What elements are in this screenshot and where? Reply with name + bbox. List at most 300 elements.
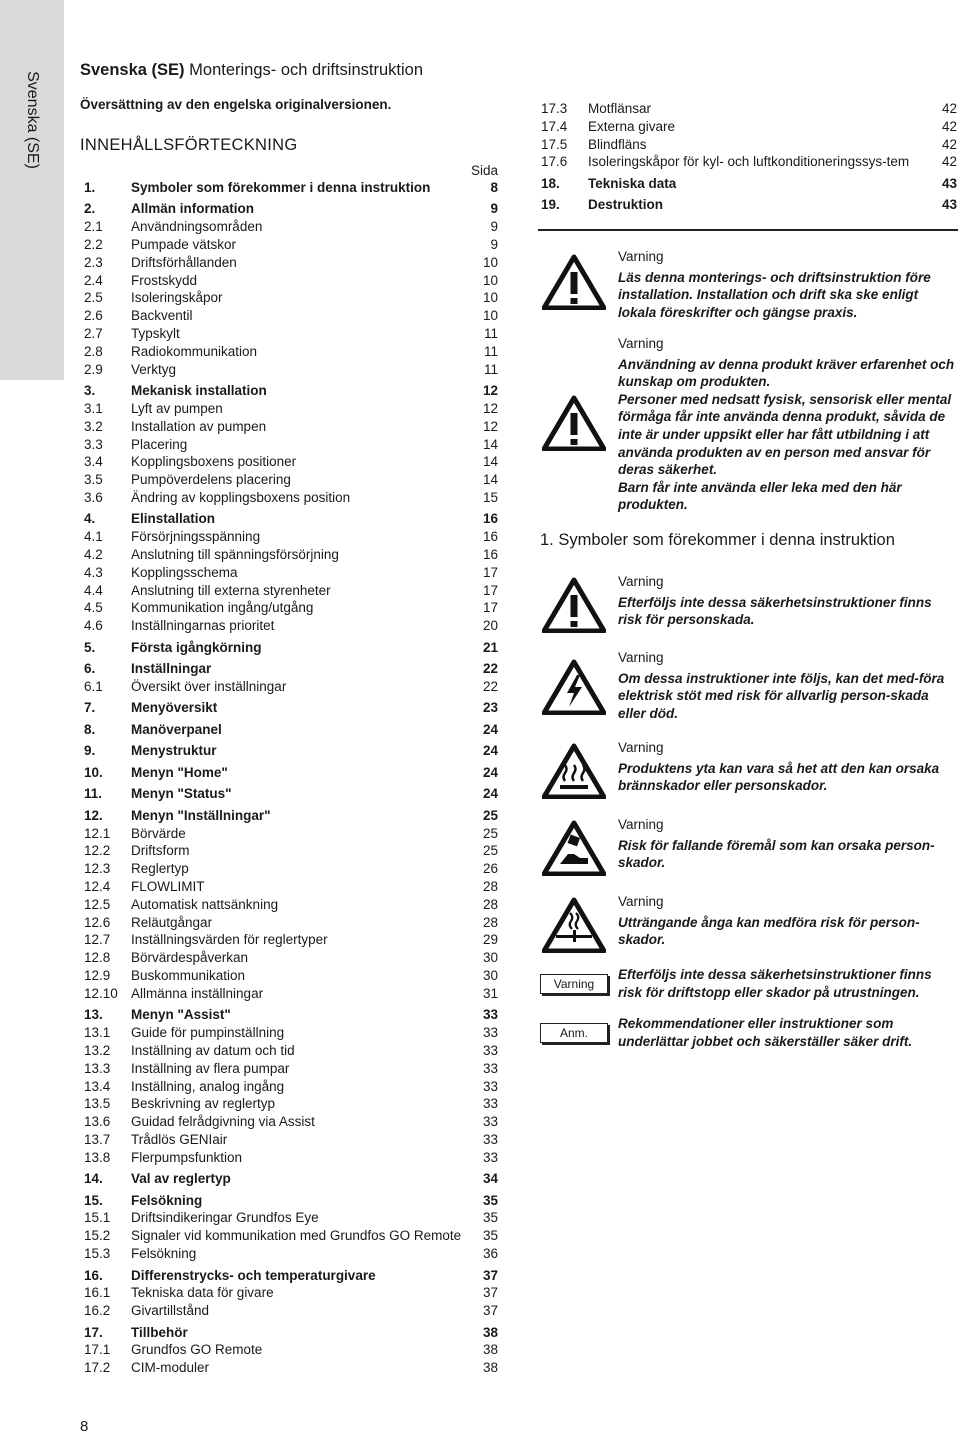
toc-entry-number: 15.1 <box>84 1210 111 1226</box>
toc-entry <box>84 1302 498 1320</box>
toc-entry-page: 17 <box>482 582 498 598</box>
toc-entry-page: 25 <box>482 843 498 859</box>
toc-entry-page: 10 <box>482 290 498 306</box>
toc-entry-page: 37 <box>482 1303 498 1319</box>
symbol-label: Varning <box>618 740 664 755</box>
toc-entry <box>84 1024 498 1042</box>
toc-entry-page: 30 <box>482 950 498 966</box>
toc-entry-title: Reglertyp <box>131 861 189 877</box>
toc-entry <box>84 860 498 878</box>
toc-entry-page: 35 <box>482 1210 498 1226</box>
note-box-label: Anm. <box>540 1023 608 1043</box>
toc-entry <box>541 118 957 136</box>
toc-entry-page: 21 <box>482 639 498 655</box>
toc-entry-number: 6.1 <box>84 678 103 694</box>
toc-entry-number: 18. <box>541 175 560 191</box>
toc-entry-title: FLOWLIMIT <box>131 879 205 895</box>
toc-entry <box>84 617 498 635</box>
toc-entry-page: 33 <box>482 1149 498 1165</box>
warning-label: Varning <box>618 336 664 351</box>
translation-note: Översättning av den engelska originalversionen. <box>80 97 392 112</box>
toc-entry-page: 33 <box>482 1042 498 1058</box>
toc-entry-page: 24 <box>482 764 498 780</box>
toc-entry-page: 25 <box>482 807 498 823</box>
toc-entry-number: 13.4 <box>84 1078 111 1094</box>
toc-entry-title: Försörjningsspänning <box>131 529 261 545</box>
toc-entry-page: 33 <box>482 1131 498 1147</box>
toc-entry-page: 43 <box>941 197 957 213</box>
toc-entry <box>84 599 498 617</box>
toc-entry-number: 3.2 <box>84 418 103 434</box>
toc-entry <box>541 175 957 193</box>
toc-entry-page: 33 <box>482 1114 498 1130</box>
toc-entry-title: Tekniska data för givare <box>131 1285 274 1301</box>
toc-entry-page: 29 <box>482 932 498 948</box>
toc-entry-title: Driftsindikeringar Grundfos Eye <box>131 1210 319 1226</box>
toc-entry-page: 9 <box>490 201 498 217</box>
toc-entry <box>84 1267 498 1285</box>
toc-entry-title: Tillbehör <box>131 1324 188 1340</box>
toc-entry <box>84 1284 498 1302</box>
electric-shock-icon <box>538 659 610 715</box>
toc-end-rule <box>538 229 958 231</box>
toc-entry-page: 26 <box>482 861 498 877</box>
toc-entry-title: Givartillstånd <box>131 1303 210 1319</box>
toc-entry-number: 3.1 <box>84 400 103 416</box>
toc-entry <box>541 196 957 214</box>
toc-entry-number: 3.5 <box>84 472 103 488</box>
escaping-steam-icon <box>538 897 610 953</box>
side-language-tab <box>0 0 64 380</box>
toc-entry-page: 28 <box>482 879 498 895</box>
toc-entry-title: Automatisk nattsänkning <box>131 896 279 912</box>
toc-entry <box>84 289 498 307</box>
toc-entry-page: 9 <box>490 237 498 253</box>
toc-entry-number: 10. <box>84 764 103 780</box>
toc-entry-number: 2.9 <box>84 361 103 377</box>
warning-text: Användning av denna produkt kräver erfarenhet och kunskap om produkten. Personer med nedsatt fysisk, sensorisk eller mental förmåga får inte använda denna produkt, såvida de inte är under uppsikt eller har fått utbildning i att använda produkten av en person med ansvar för deras säkerhet. Barn får inte använda eller leka med den här produkten. <box>618 356 955 513</box>
toc-entry-page: 14 <box>482 454 498 470</box>
toc-entry-number: 16. <box>84 1267 103 1283</box>
toc-entry <box>84 254 498 272</box>
toc-entry-page: 42 <box>941 101 957 116</box>
toc-entry <box>84 639 498 657</box>
toc-list-left <box>84 179 498 1377</box>
general-warning-icon <box>538 395 610 451</box>
toc-entry-page: 11 <box>483 343 498 359</box>
toc-entry-title: Isoleringskåpor för kyl- och luftkonditioneringssys-tem <box>588 154 910 170</box>
toc-entry-number: 4.5 <box>84 600 103 616</box>
toc-entry-number: 17.4 <box>541 118 568 134</box>
toc-entry <box>84 528 498 546</box>
toc-entry <box>84 967 498 985</box>
toc-entry-page: 31 <box>482 985 498 1001</box>
side-tab-label: Svenska (SE) <box>24 71 41 169</box>
toc-entry-number: 13.3 <box>84 1060 111 1076</box>
toc-entry-number: 2.7 <box>84 326 103 342</box>
note-text: Efterföljs inte dessa säkerhetsinstruktioner finns risk för driftstopp eller skador på utrustningen. <box>618 967 932 1000</box>
toc-entry-number: 9. <box>84 743 96 759</box>
toc-entry <box>84 1170 498 1188</box>
toc-entry-page: 12 <box>482 400 498 416</box>
toc-entry <box>84 418 498 436</box>
toc-entry-page: 28 <box>482 914 498 930</box>
toc-entry <box>84 785 498 803</box>
toc-entry-title: Mekanisk installation <box>131 383 267 399</box>
toc-entry-page: 43 <box>941 175 957 191</box>
toc-entry-number: 17.2 <box>84 1360 111 1376</box>
toc-entry-page: 10 <box>482 272 498 288</box>
toc-entry-page: 16 <box>482 529 498 545</box>
toc-entry-number: 4.1 <box>84 529 103 545</box>
symbol-label: Varning <box>618 650 664 665</box>
toc-entry-number: 17. <box>84 1324 103 1340</box>
toc-entry <box>84 218 498 236</box>
toc-entry-page: 16 <box>482 511 498 527</box>
toc-entry <box>84 931 498 949</box>
toc-heading: INNEHÅLLSFÖRTECKNING <box>80 136 298 154</box>
toc-entry-number: 4.4 <box>84 582 103 598</box>
toc-entry-number: 17.6 <box>541 154 568 170</box>
toc-page-column-label: Sida <box>470 163 498 178</box>
toc-entry <box>84 985 498 1003</box>
toc-entry <box>84 825 498 843</box>
toc-entry-title: Ändring av kopplingsboxens position <box>131 489 351 505</box>
toc-entry-page: 17 <box>482 600 498 616</box>
toc-entry-number: 12.2 <box>84 843 111 859</box>
toc-entry-page: 14 <box>482 436 498 452</box>
toc-entry-number: 4.6 <box>84 618 103 634</box>
warning-label: Varning <box>618 249 664 264</box>
document-title-language: Svenska (SE) <box>80 61 185 79</box>
toc-entry-page: 37 <box>482 1285 498 1301</box>
toc-entry <box>84 436 498 454</box>
toc-entry-title: Översikt över inställningar <box>131 678 287 694</box>
toc-entry <box>84 510 498 528</box>
symbol-text: Efterföljs inte dessa säkerhetsinstruktioner finns risk för personskada. <box>618 594 932 628</box>
toc-entry-title: Menyn "Home" <box>131 764 228 780</box>
toc-entry-number: 15.2 <box>84 1228 111 1244</box>
toc-entry-title: Felsökning <box>131 1246 197 1262</box>
toc-entry-title: Kommunikation ingång/utgång <box>131 600 314 616</box>
toc-entry-number: 13. <box>84 1007 103 1023</box>
toc-entry-title: Motflänsar <box>588 101 652 116</box>
toc-entry <box>84 1227 498 1245</box>
toc-entry <box>84 236 498 254</box>
toc-entry-title: Verktyg <box>131 361 177 377</box>
toc-entry-title: Inställningar <box>131 661 212 677</box>
toc-entry-title: Driftsform <box>131 843 190 859</box>
toc-entry-number: 13.1 <box>84 1025 111 1041</box>
toc-entry-page: 17 <box>482 564 498 580</box>
toc-entry-title: Grundfos GO Remote <box>131 1342 263 1358</box>
toc-entry-page: 23 <box>482 700 498 716</box>
toc-entry <box>84 179 498 197</box>
general-warning-icon <box>538 577 610 633</box>
toc-entry-title: Första igångkörning <box>131 639 262 655</box>
toc-entry-number: 12. <box>84 807 103 823</box>
toc-entry-number: 3.6 <box>84 489 103 505</box>
toc-entry <box>84 546 498 564</box>
toc-entry <box>84 382 498 400</box>
toc-entry-title: Menystruktur <box>131 743 217 759</box>
toc-entry-number: 4.2 <box>84 547 103 562</box>
toc-entry-page: 33 <box>482 1096 498 1112</box>
toc-entry-title: Användningsområden <box>131 219 263 235</box>
toc-entry <box>84 564 498 582</box>
toc-entry-page: 42 <box>941 154 957 170</box>
toc-entry-title: Felsökning <box>131 1192 203 1208</box>
toc-entry-number: 2.8 <box>84 343 103 359</box>
toc-entry-page: 30 <box>482 968 498 984</box>
toc-entry-page: 42 <box>941 136 957 152</box>
toc-entry-page: 36 <box>482 1246 498 1262</box>
toc-entry-page: 11 <box>483 361 498 377</box>
toc-entry-title: Inställning av datum och tid <box>131 1042 295 1058</box>
symbol-label: Varning <box>618 894 664 909</box>
toc-entry <box>84 807 498 825</box>
toc-entry-page: 25 <box>482 825 498 841</box>
toc-entry-title: Allmänna inställningar <box>131 985 264 1001</box>
toc-entry-number: 12.1 <box>84 825 111 841</box>
toc-entry <box>84 200 498 218</box>
toc-entry-page: 22 <box>482 678 498 694</box>
hot-surface-icon <box>538 743 610 799</box>
toc-entry-title: Tekniska data <box>588 175 677 191</box>
toc-entry-page: 37 <box>482 1267 498 1283</box>
toc-entry-number: 15.3 <box>84 1246 111 1262</box>
document-title-text: Monterings- och driftsinstruktion <box>184 61 423 79</box>
toc-entry-number: 3.4 <box>84 454 103 470</box>
toc-entry-title: Radiokommunikation <box>131 343 258 359</box>
toc-entry <box>84 721 498 739</box>
symbol-label: Varning <box>618 574 664 589</box>
toc-entry-page: 12 <box>482 383 498 399</box>
toc-entry-number: 19. <box>541 197 560 213</box>
toc-entry <box>84 582 498 600</box>
toc-list-right <box>541 100 957 214</box>
toc-entry <box>84 1245 498 1263</box>
toc-entry <box>541 100 957 118</box>
toc-entry-number: 11. <box>84 786 103 802</box>
toc-entry-number: 3. <box>84 383 96 399</box>
toc-entry-title: Inställningsvärden för reglertyper <box>131 932 328 948</box>
toc-entry-title: Installation av pumpen <box>131 418 267 434</box>
toc-entry-page: 33 <box>482 1078 498 1094</box>
toc-entry <box>84 325 498 343</box>
toc-entry-page: 22 <box>482 661 498 677</box>
toc-entry-page: 33 <box>482 1025 498 1041</box>
toc-entry-page: 10 <box>482 254 498 270</box>
toc-entry-title: Typskylt <box>131 326 180 342</box>
toc-entry-page: 24 <box>482 743 498 759</box>
toc-entry-page: 14 <box>482 472 498 488</box>
toc-entry-title: Driftsförhållanden <box>131 254 237 270</box>
toc-entry-title: Symboler som förekommer i denna instruktion <box>131 180 431 195</box>
toc-entry-number: 3.3 <box>84 436 103 452</box>
toc-entry-title: Inställning, analog ingång <box>131 1078 285 1094</box>
symbol-text: Produktens yta kan vara så het att den kan orsaka brännskador eller personskador. <box>618 760 940 794</box>
toc-entry-number: 5. <box>84 639 96 655</box>
toc-entry-title: Signaler vid kommunikation med Grundfos GO Remote <box>131 1228 462 1244</box>
toc-entry-number: 4. <box>84 511 96 527</box>
toc-entry <box>84 678 498 696</box>
section-1-heading: 1. Symboler som förekommer i denna instruktion <box>540 531 895 549</box>
warning-text: Läs denna monterings- och driftsinstruktion före installation. Installation och drift ska ske enligt lokala föreskrifter och gängse praxis. <box>618 269 931 320</box>
toc-entry-title: Reläutgångar <box>131 914 213 930</box>
toc-entry-number: 2.6 <box>84 308 103 324</box>
toc-entry-title: Trådlös GENIair <box>131 1131 228 1147</box>
toc-entry <box>84 307 498 325</box>
toc-entry-title: Börvärde <box>131 825 186 841</box>
toc-entry-page: 24 <box>482 721 498 737</box>
toc-entry-title: Elinstallation <box>131 511 216 527</box>
toc-entry-number: 17.5 <box>541 136 568 152</box>
toc-entry-title: Guidad felrådgivning via Assist <box>131 1114 315 1130</box>
toc-entry-number: 13.7 <box>84 1131 111 1147</box>
toc-entry <box>84 660 498 678</box>
toc-entry-page: 38 <box>482 1360 498 1376</box>
toc-entry-number: 16.2 <box>84 1303 111 1319</box>
toc-entry-page: 33 <box>482 1007 498 1023</box>
toc-entry-title: Anslutning till externa styrenheter <box>131 582 331 598</box>
toc-entry-page: 16 <box>482 547 498 562</box>
toc-entry-title: Differenstrycks- och temperaturgivare <box>131 1267 376 1283</box>
toc-entry-title: CIM-moduler <box>131 1360 210 1376</box>
toc-entry-title: Kopplingsschema <box>131 564 238 580</box>
document-title <box>80 61 423 80</box>
toc-entry-page: 12 <box>482 418 498 434</box>
toc-entry-page: 9 <box>490 219 498 235</box>
toc-entry <box>84 914 498 932</box>
toc-entry-number: 13.8 <box>84 1149 111 1165</box>
toc-entry-number: 12.5 <box>84 896 111 912</box>
toc-entry-title: Externa givare <box>588 118 676 134</box>
toc-entry <box>84 1192 498 1210</box>
toc-entry-number: 8. <box>84 721 96 737</box>
toc-entry-page: 35 <box>482 1192 498 1208</box>
toc-entry <box>84 742 498 760</box>
toc-entry-number: 12.6 <box>84 914 111 930</box>
toc-entry <box>84 361 498 379</box>
toc-entry-page: 15 <box>482 489 498 505</box>
toc-entry <box>84 1131 498 1149</box>
toc-entry <box>84 489 498 507</box>
toc-entry-number: 16.1 <box>84 1285 111 1301</box>
toc-entry-page: 34 <box>482 1171 498 1187</box>
toc-entry-number: 2.1 <box>84 219 103 235</box>
toc-entry-page: 20 <box>482 618 498 634</box>
toc-entry-title: Pumpöverdelens placering <box>131 472 291 488</box>
toc-entry <box>541 136 957 154</box>
toc-entry <box>84 896 498 914</box>
toc-entry-title: Menyn "Inställningar" <box>131 807 271 823</box>
toc-entry-title: Guide för pumpinställning <box>131 1025 285 1041</box>
toc-entry-number: 12.10 <box>84 985 118 1001</box>
toc-entry <box>84 272 498 290</box>
toc-entry-title: Buskommunikation <box>131 968 246 984</box>
toc-entry-number: 14. <box>84 1171 103 1187</box>
toc-entry-title: Backventil <box>131 308 193 324</box>
symbol-text: Om dessa instruktioner inte följs, kan det med-föra elektrisk stöt med risk för allvarlig person-skada eller död. <box>618 670 945 721</box>
toc-entry-title: Menyn "Assist" <box>131 1007 231 1023</box>
toc-entry-title: Börvärdespåverkan <box>131 950 249 966</box>
toc-entry <box>84 1042 498 1060</box>
toc-entry-page: 38 <box>482 1324 498 1340</box>
falling-object-icon <box>538 820 610 876</box>
toc-entry <box>84 343 498 361</box>
toc-entry-title: Blindfläns <box>588 136 647 152</box>
toc-entry-number: 7. <box>84 700 96 716</box>
toc-entry-number: 12.3 <box>84 861 111 877</box>
symbol-label: Varning <box>618 817 664 832</box>
toc-entry-title: Menyöversikt <box>131 700 218 716</box>
toc-entry-page: 35 <box>482 1228 498 1244</box>
toc-entry <box>84 1060 498 1078</box>
toc-entry-title: Allmän information <box>131 201 255 217</box>
toc-entry <box>84 1095 498 1113</box>
toc-entry-number: 2.4 <box>84 272 103 288</box>
toc-entry-title: Val av reglertyp <box>131 1171 231 1187</box>
toc-entry-number: 2.2 <box>84 237 103 253</box>
toc-entry-title: Inställningarnas prioritet <box>131 618 275 634</box>
toc-entry-number: 1. <box>84 180 96 195</box>
toc-entry-number: 2.3 <box>84 254 103 270</box>
symbol-text: Utträngande ånga kan medföra risk för person-skador. <box>618 914 920 948</box>
toc-entry <box>84 1113 498 1131</box>
symbol-text: Risk för fallande föremål som kan orsaka person-skador. <box>618 837 935 871</box>
general-warning-icon <box>538 254 610 310</box>
toc-entry-title: Menyn "Status" <box>131 786 232 802</box>
toc-entry-page: 8 <box>490 180 498 195</box>
toc-entry-title: Anslutning till spänningsförsörjning <box>131 547 339 562</box>
toc-entry <box>84 471 498 489</box>
toc-entry-number: 17.3 <box>541 101 568 116</box>
toc-entry <box>84 1078 498 1096</box>
toc-entry-title: Inställning av flera pumpar <box>131 1060 290 1076</box>
toc-entry-number: 15. <box>84 1192 103 1208</box>
toc-entry <box>84 1149 498 1167</box>
toc-entry-number: 12.9 <box>84 968 111 984</box>
toc-entry <box>84 1341 498 1359</box>
toc-entry-number: 4.3 <box>84 564 103 580</box>
toc-entry-title: Beskrivning av reglertyp <box>131 1096 276 1112</box>
toc-entry-title: Manöverpanel <box>131 721 222 737</box>
toc-entry-title: Kopplingsboxens positioner <box>131 454 297 470</box>
toc-entry-title: Pumpade vätskor <box>131 237 237 253</box>
toc-entry-page: 38 <box>482 1342 498 1358</box>
toc-entry <box>84 699 498 717</box>
toc-entry-title: Frostskydd <box>131 272 198 288</box>
page-number: 8 <box>80 1418 89 1435</box>
toc-entry-title: Isoleringskåpor <box>131 290 223 306</box>
toc-entry-title: Placering <box>131 436 188 452</box>
toc-entry-page: 11 <box>483 326 498 342</box>
note-text: Rekommendationer eller instruktioner som underlättar jobbet och säkerställer säker drift. <box>618 1016 913 1049</box>
note-box-label: Varning <box>540 974 608 994</box>
toc-entry-page: 28 <box>482 896 498 912</box>
toc-entry-number: 13.2 <box>84 1042 111 1058</box>
toc-entry <box>84 1324 498 1342</box>
toc-entry <box>84 1359 498 1377</box>
toc-entry <box>84 764 498 782</box>
toc-entry-page: 24 <box>482 786 498 802</box>
toc-entry <box>84 453 498 471</box>
toc-entry-page: 10 <box>482 308 498 324</box>
toc-entry <box>84 949 498 967</box>
toc-entry-page: 33 <box>482 1060 498 1076</box>
toc-entry-number: 13.5 <box>84 1096 111 1112</box>
